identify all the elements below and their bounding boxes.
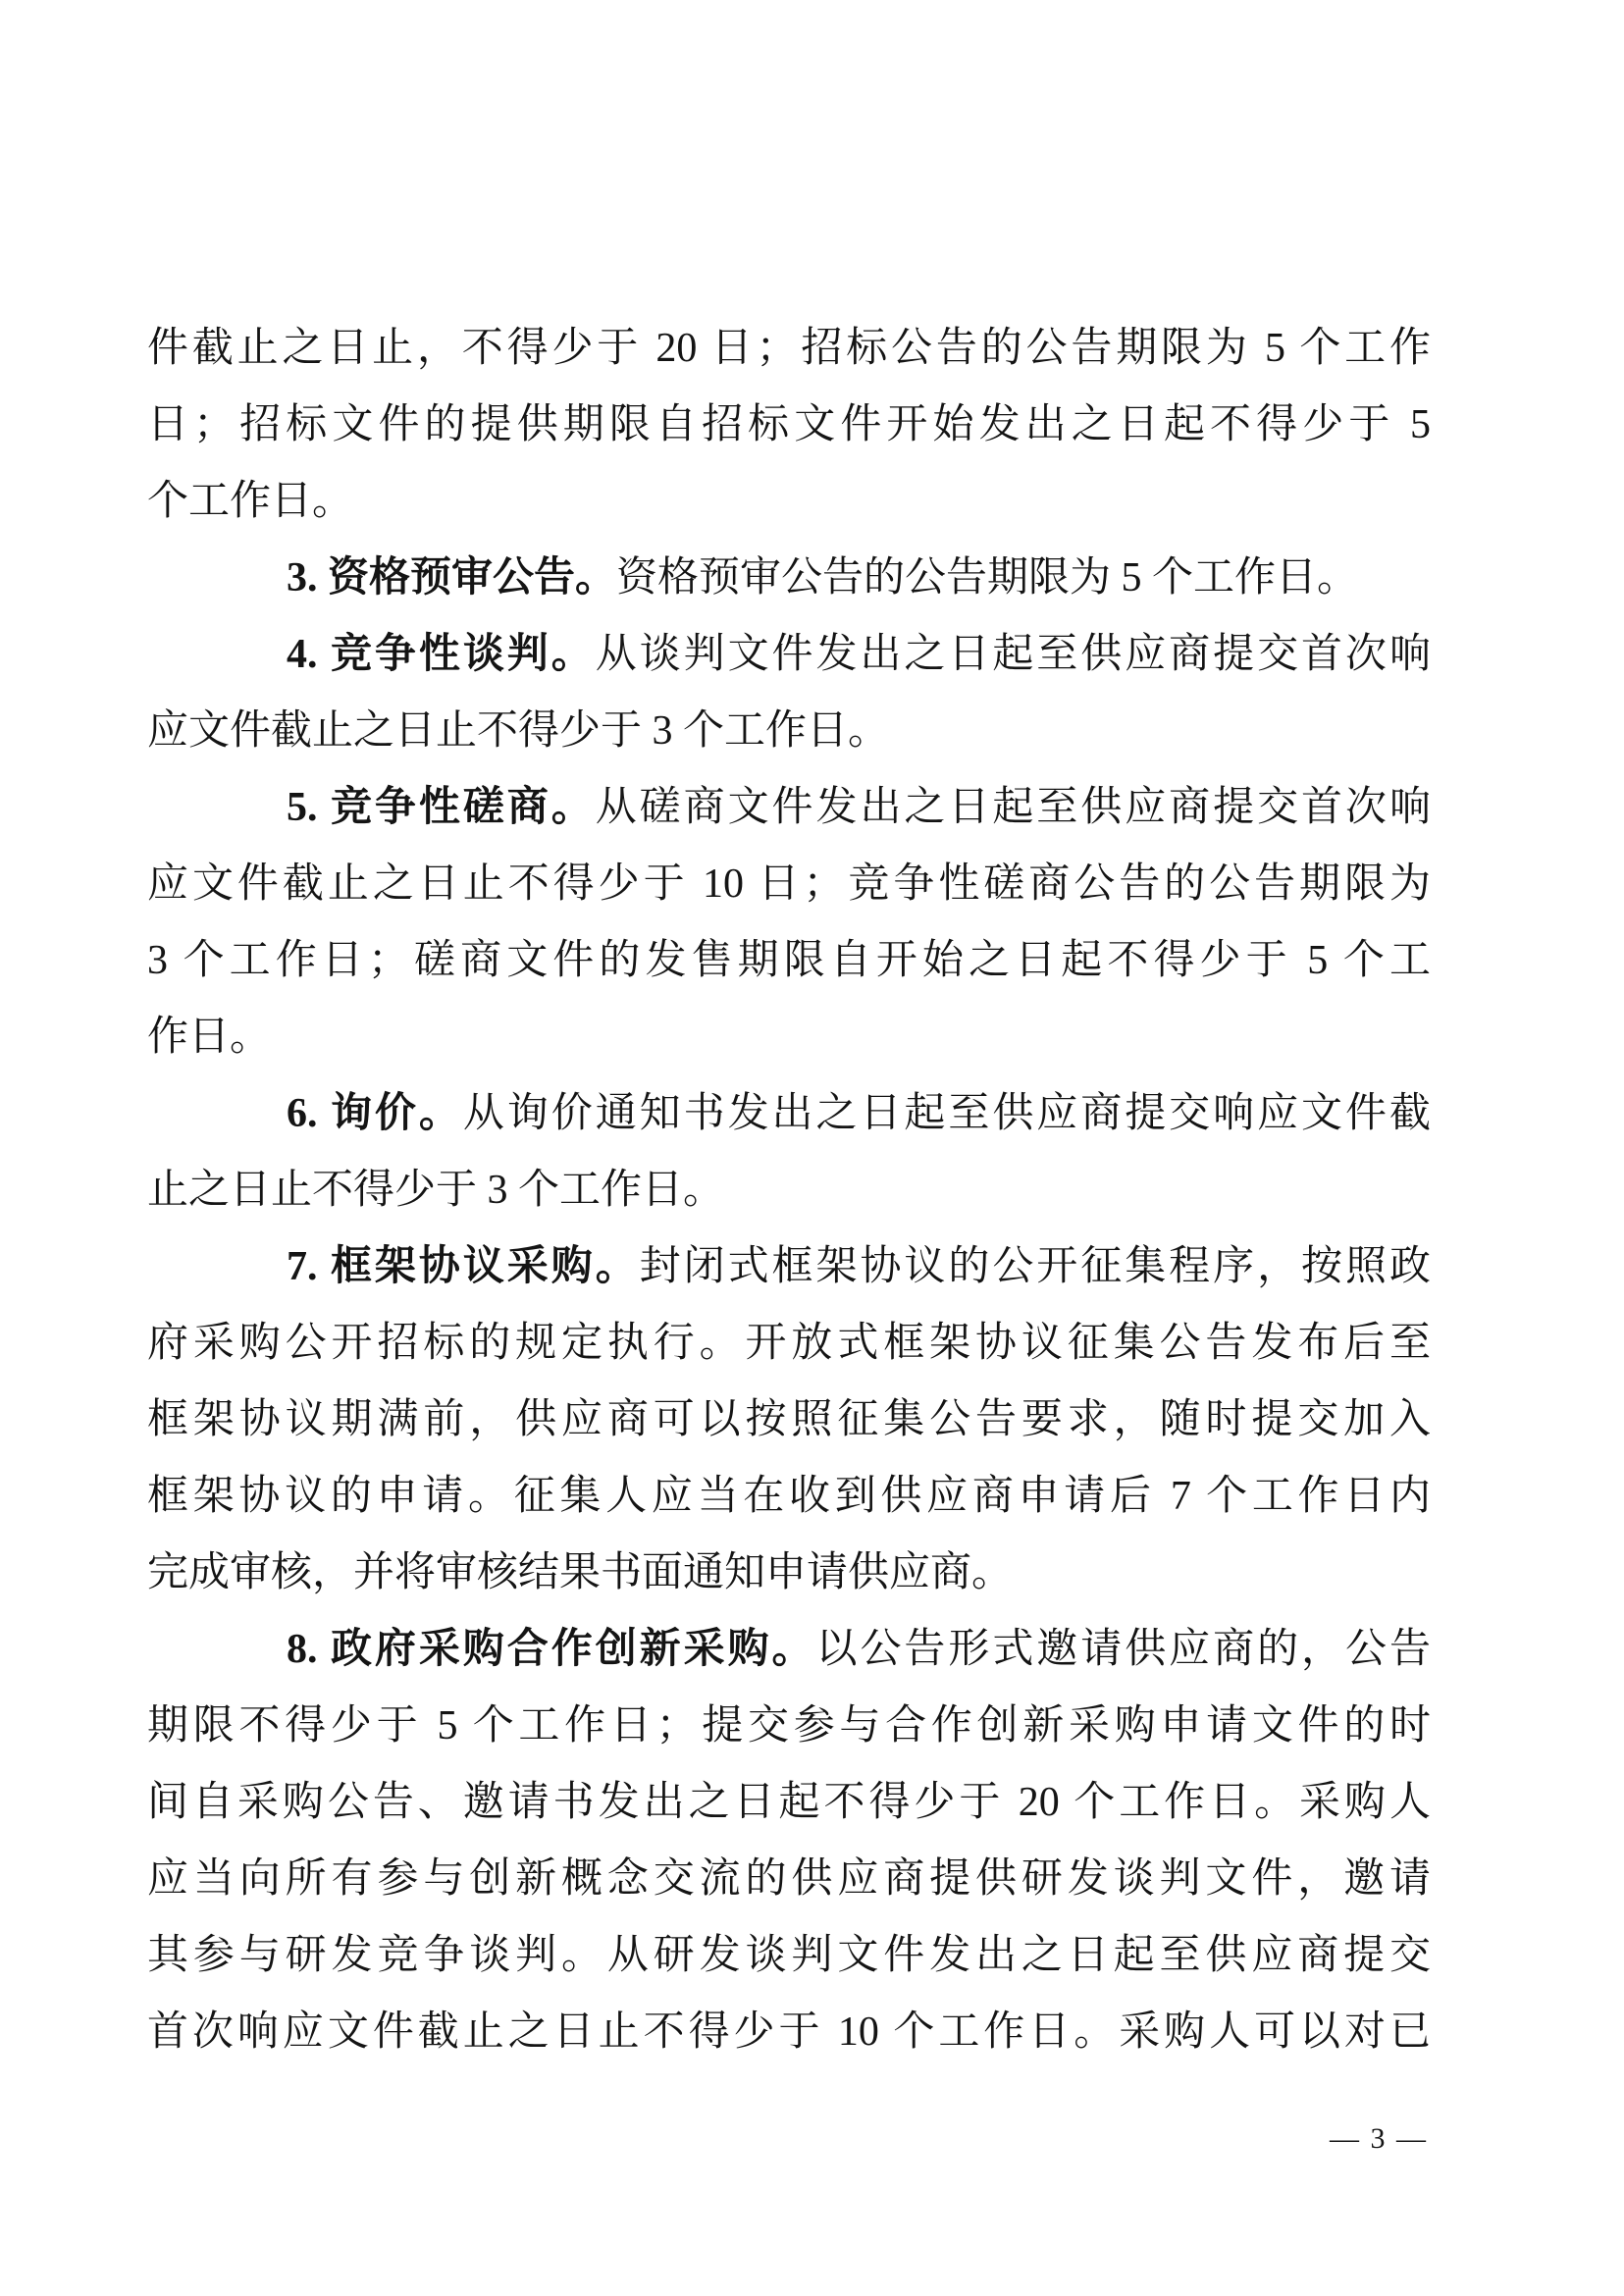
text-line: 其参与研发竞争谈判。从研发谈判文件发出之日起至供应商提交 [147, 1933, 1431, 1978]
paragraph-heading: 8. 政府采购合作创新采购。 [287, 1627, 816, 1672]
text-line: 止之日止不得少于 3 个工作日。 [147, 1168, 725, 1213]
paragraph-heading: 3. 资格预审公告。 [287, 555, 617, 600]
text-line: 3. 资格预审公告。资格预审公告的公告期限为 5 个工作日。 [287, 555, 1359, 600]
text-line: 首次响应文件截止之日止不得少于 10 个工作日。采购人可以对已 [147, 2009, 1431, 2055]
text-line: 期限不得少于 5 个工作日；提交参与合作创新采购申请文件的时 [147, 1703, 1431, 1748]
text-line: 府采购公开招标的规定执行。开放式框架协议征集公告发布后至 [147, 1321, 1431, 1366]
text-line: 日；招标文件的提供期限自招标文件开始发出之日起不得少于 5 [147, 402, 1431, 447]
text-line: 间自采购公告、邀请书发出之日起不得少于 20 个工作日。采购人 [147, 1780, 1431, 1825]
paragraph-heading: 5. 竞争性磋商。 [287, 785, 596, 830]
text-line: 应文件截止之日止不得少于 10 日；竞争性磋商公告的公告期限为 [147, 861, 1431, 907]
text-line: 应文件截止之日止不得少于 3 个工作日。 [147, 708, 890, 754]
text-line: 3 个工作日；磋商文件的发售期限自开始之日起不得少于 5 个工 [147, 938, 1431, 983]
text-line: 8. 政府采购合作创新采购。以公告形式邀请供应商的，公告 [287, 1627, 1431, 1672]
text-line: 件截止之日止，不得少于 20 日；招标公告的公告期限为 5 个工作 [147, 326, 1431, 371]
text-line: 4. 竞争性谈判。从谈判文件发出之日起至供应商提交首次响 [287, 632, 1431, 677]
page-number: — 3 — [1330, 2122, 1428, 2155]
paragraph-heading: 6. 询价。 [287, 1091, 463, 1136]
text-line: 6. 询价。从询价通知书发出之日起至供应商提交响应文件截 [287, 1091, 1431, 1136]
text-line: 7. 框架协议采购。封闭式框架协议的公开征集程序，按照政 [287, 1244, 1431, 1289]
text-line: 应当向所有参与创新概念交流的供应商提供研发谈判文件，邀请 [147, 1856, 1431, 1902]
text-line: 框架协议的申请。征集人应当在收到供应商申请后 7 个工作日内 [147, 1474, 1431, 1519]
paragraph-heading: 7. 框架协议采购。 [287, 1244, 640, 1289]
text-line: 5. 竞争性磋商。从磋商文件发出之日起至供应商提交首次响 [287, 785, 1431, 830]
text-line: 作日。 [147, 1015, 272, 1060]
paragraph-heading: 4. 竞争性谈判。 [287, 632, 596, 677]
text-line: 完成审核，并将审核结果书面通知申请供应商。 [147, 1550, 1014, 1595]
text-line: 个工作日。 [147, 479, 354, 524]
text-line: 框架协议期满前，供应商可以按照征集公告要求，随时提交加入 [147, 1397, 1431, 1442]
document-body [147, 310, 1431, 2070]
